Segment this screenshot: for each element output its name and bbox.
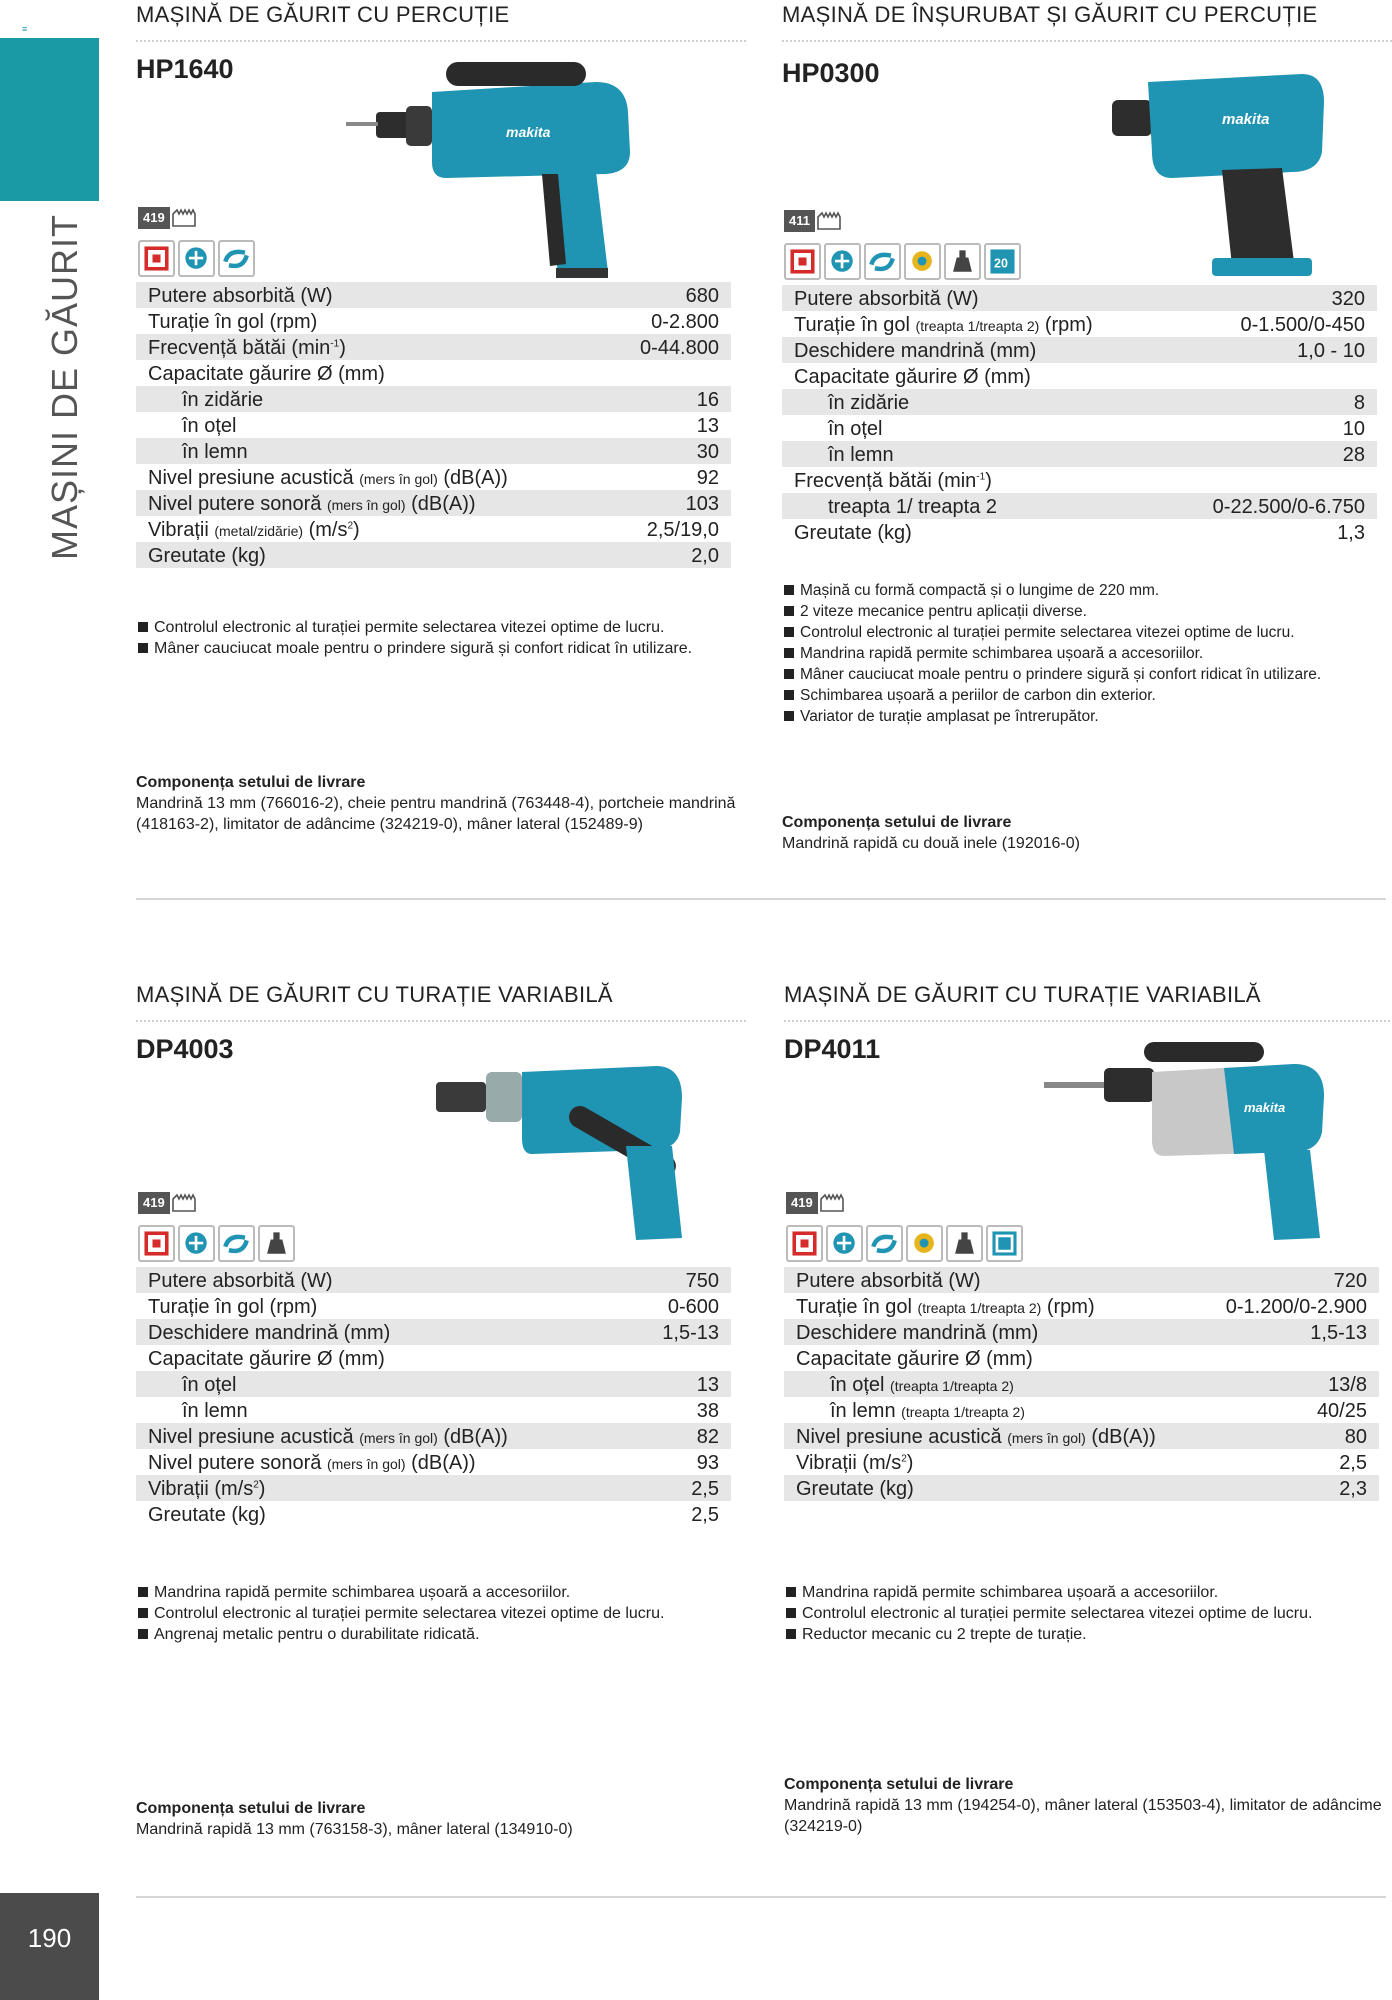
feature-list: [782, 580, 1392, 727]
spec-label: Deschidere mandrină (mm): [794, 340, 1037, 362]
electronic-speed-icon: [784, 243, 821, 280]
electronic-speed-icon: [786, 1225, 823, 1262]
spec-label-part: (treapta 1/treapta 2): [890, 1378, 1014, 1394]
spec-label-part: Turație în gol: [796, 1296, 918, 1318]
spec-row: [782, 389, 1377, 415]
spec-row: [782, 493, 1377, 519]
saw-icon: [820, 1193, 844, 1213]
category-divider: [136, 1020, 746, 1022]
spec-label-part: (dB(A)): [405, 1452, 476, 1474]
spec-row: [784, 1345, 1379, 1371]
spec-label: [796, 1374, 1014, 1397]
drill-image: [1044, 1032, 1374, 1242]
spec-label-part: (treapta 1/treapta 2): [917, 1300, 1042, 1316]
spec-value: 0-1.500/0-450: [1240, 314, 1365, 336]
spec-value: 1,5-13: [662, 1322, 719, 1344]
spec-label-part: Turație în gol: [794, 314, 916, 336]
spec-label-part: (dB(A)): [437, 467, 508, 489]
spec-label: [796, 1452, 913, 1475]
gear-speed-icon: [906, 1225, 943, 1262]
spec-label-part: (dB(A)): [437, 1426, 508, 1448]
spec-value: 40/25: [1316, 1400, 1367, 1422]
saw-icon: [172, 1193, 196, 1213]
product-model: DP4003: [136, 1034, 234, 1064]
section-divider: [136, 898, 1386, 900]
spec-value: 2,3: [1339, 1478, 1367, 1500]
spec-row: [136, 1371, 731, 1397]
spec-row: [136, 1475, 731, 1501]
drill-image: [1112, 52, 1342, 282]
page-number: 190: [27, 1923, 72, 1953]
catalog-code: [138, 1192, 196, 1214]
spec-table: [782, 285, 1377, 545]
spec-label: Putere absorbită (W): [794, 288, 979, 310]
spec-label: Greutate (kg): [148, 545, 266, 567]
category-divider: [784, 1020, 1392, 1022]
spec-label-part: (metal/zidărie): [214, 523, 304, 539]
spec-label-part: -1: [976, 471, 986, 483]
spec-label: [148, 337, 346, 360]
spec-value: 2,0: [691, 545, 719, 567]
spec-label-part: (treapta 1/treapta 2): [915, 318, 1040, 334]
chuck-icon: [946, 1225, 983, 1262]
feature-item: Mâner cauciucat moale pentru o prindere sigură și confort ridicat în utilizare.: [136, 638, 736, 659]
spec-row: [782, 519, 1377, 545]
spec-row: [136, 516, 731, 542]
spec-label: în lemn: [182, 1400, 248, 1422]
product-category: MAȘINĂ DE GĂURIT CU TURAȚIE VARIABILĂ: [136, 982, 613, 1007]
spec-label: [796, 1400, 1025, 1423]
spec-label: [794, 470, 992, 493]
hammer-action-icon: [178, 1225, 215, 1262]
spec-row: [782, 285, 1377, 311]
delivery-box: [136, 772, 736, 835]
delivery-text: Mandrină rapidă 13 mm (763158-3), mâner lateral (134910-0): [136, 1821, 573, 1838]
spec-row: [136, 438, 731, 464]
spec-row: [782, 467, 1377, 493]
spec-label-part: Vibrații (m/s: [796, 1452, 902, 1474]
spec-label: Turație în gol (rpm): [148, 1296, 318, 1318]
spec-label: Capacitate găurire Ø (mm): [148, 1348, 385, 1370]
product-hp1640: [136, 2, 746, 882]
spec-label: Greutate (kg): [794, 522, 912, 544]
spec-row: [136, 542, 731, 568]
delivery-title: Componența setului de livrare: [136, 774, 366, 791]
spec-label: Deschidere mandrină (mm): [796, 1322, 1039, 1344]
spec-label: [796, 1296, 1095, 1319]
spec-value: 30: [696, 441, 719, 463]
spec-row: [136, 464, 731, 490]
spec-label: în oțel: [182, 1374, 237, 1396]
spec-value: 1,3: [1337, 522, 1365, 544]
spec-value: 82: [696, 1426, 719, 1448]
menu-mark: ≡: [22, 24, 27, 34]
spec-label-part: Nivel presiune acustică: [148, 467, 360, 489]
drill-image: [346, 42, 686, 282]
feature-item: Mâner cauciucat moale pentru o prindere sigură și confort ridicat în utilizare.: [782, 664, 1392, 685]
spec-value: 0-44.800: [640, 337, 719, 359]
spec-label: [148, 1478, 265, 1501]
spec-table: [136, 282, 731, 568]
delivery-text: Mandrină rapidă 13 mm (194254-0), mâner lateral (153503-4), limitator de adâncime (324219-0): [784, 1797, 1382, 1835]
spec-label-part: 2: [347, 520, 354, 532]
spec-label: Putere absorbită (W): [148, 285, 333, 307]
spec-label-part: (mers în gol): [326, 497, 406, 513]
spec-row: [136, 412, 731, 438]
spec-label-part: -1: [330, 338, 340, 350]
saw-icon: [817, 211, 841, 231]
product-category: MAȘINĂ DE GĂURIT CU PERCUȚIE: [136, 2, 510, 27]
product-model: DP4011: [784, 1034, 881, 1064]
product-dp4011: [784, 982, 1392, 1862]
spec-label-part: Frecvență bătăi (min: [794, 470, 977, 492]
spec-label-part: (dB(A)): [405, 493, 476, 515]
catalog-code-number: 419: [786, 1192, 818, 1214]
spec-value: 2,5: [691, 1478, 719, 1500]
hammer-action-icon: [178, 240, 215, 277]
spec-row: [784, 1293, 1379, 1319]
saw-icon: [172, 208, 196, 228]
spec-label-part: Frecvență bătăi (min: [148, 337, 331, 359]
spec-row: [136, 1501, 731, 1527]
spec-label-part: ): [906, 1452, 914, 1474]
spec-label-part: în oțel: [830, 1374, 891, 1396]
spec-label-part: (mers în gol): [1007, 1430, 1086, 1446]
spec-value: 80: [1344, 1426, 1367, 1448]
spec-label-part: Nivel presiune acustică: [148, 1426, 360, 1448]
spec-label-part: 2: [901, 1453, 907, 1465]
spec-label: Capacitate găurire Ø (mm): [794, 366, 1031, 388]
spec-label: [148, 1426, 508, 1449]
delivery-box: [784, 1774, 1384, 1837]
spec-row: [784, 1423, 1379, 1449]
spec-label: Putere absorbită (W): [148, 1270, 333, 1292]
spec-label: Capacitate găurire Ø (mm): [148, 363, 385, 385]
bottom-divider: [136, 1896, 1386, 1898]
spec-row: [136, 1293, 731, 1319]
spec-row: [136, 386, 731, 412]
spec-value: 720: [1333, 1270, 1367, 1292]
two-speed-icon: [986, 1225, 1023, 1262]
spec-label: Turație în gol (rpm): [148, 311, 318, 333]
product-category: MAȘINĂ DE GĂURIT CU TURAȚIE VARIABILĂ: [784, 982, 1261, 1007]
feature-item: Mandrina rapidă permite schimbarea ușoară a accesoriilor.: [782, 643, 1392, 664]
spec-row: [136, 490, 731, 516]
delivery-text: Mandrină 13 mm (766016-2), cheie pentru mandrină (763448-4), portcheie mandrină (418163-2), limitator de adâncime (324219-0), mâner lateral (152489-9): [136, 795, 736, 833]
gear-speed-icon: [904, 243, 941, 280]
feature-list: [136, 1582, 736, 1645]
spec-value: 10: [1342, 418, 1365, 440]
spec-label: în lemn: [828, 444, 894, 466]
spec-value: 38: [696, 1400, 719, 1422]
feature-item: Schimbarea ușoară a periilor de carbon din exterior.: [782, 685, 1392, 706]
spec-label: în zidărie: [828, 392, 910, 414]
spec-value: 1,5-13: [1310, 1322, 1367, 1344]
spec-label: [794, 314, 1093, 337]
delivery-title: Componența setului de livrare: [136, 1800, 366, 1817]
delivery-title: Componența setului de livrare: [784, 1776, 1014, 1793]
delivery-box: [136, 1798, 736, 1840]
svg-text:20: 20: [994, 256, 1008, 271]
spec-row: [784, 1449, 1379, 1475]
spec-value: 2,5: [1339, 1452, 1367, 1474]
feature-icons: [138, 1225, 295, 1262]
product-model: HP0300: [782, 58, 880, 88]
reverse-rotation-icon: [218, 1225, 255, 1262]
spec-label-part: (treapta 1/treapta 2): [901, 1404, 1025, 1420]
feature-list: [136, 617, 736, 659]
spec-label-part: (mers în gol): [359, 471, 438, 487]
catalog-code-number: 419: [138, 207, 170, 229]
spec-value: 320: [1331, 288, 1365, 310]
product-hp0300: [782, 2, 1392, 882]
spec-value: 680: [685, 285, 719, 307]
catalog-code-number: 411: [784, 210, 815, 232]
spec-label: în zidărie: [182, 389, 264, 411]
spec-value: 16: [696, 389, 719, 411]
spec-value: 92: [696, 467, 719, 489]
spec-value: 13: [696, 415, 719, 437]
spec-label-part: Nivel presiune acustică: [796, 1426, 1008, 1448]
spec-value: 750: [685, 1270, 719, 1292]
feature-item: Reductor mecanic cu 2 trepte de turație.: [784, 1624, 1384, 1645]
feature-item: Mașină cu formă compactă și o lungime de 220 mm.: [782, 580, 1392, 601]
spec-row: [782, 337, 1377, 363]
feature-list: [784, 1582, 1384, 1645]
spec-label-part: (mers în gol): [359, 1430, 438, 1446]
feature-item: Angrenaj metalic pentru o durabilitate ridicată.: [136, 1624, 736, 1645]
spec-value: 0-600: [667, 1296, 719, 1318]
chuck-icon: [944, 243, 981, 280]
feature-item: Variator de turație amplasat pe întrerupător.: [782, 706, 1392, 727]
spec-row: [136, 1345, 731, 1371]
section-title: MAȘINI DE GĂURIT: [44, 213, 85, 560]
catalog-code-number: 419: [138, 1192, 170, 1214]
spec-label: în lemn: [182, 441, 248, 463]
spec-row: [136, 360, 731, 386]
product-dp4003: [136, 982, 746, 1862]
spec-label: [148, 519, 360, 542]
svg-text:makita: makita: [1244, 1100, 1286, 1115]
spec-row: [784, 1371, 1379, 1397]
spec-row: [784, 1397, 1379, 1423]
spec-label-part: Vibrații: [148, 519, 215, 541]
spec-row: [782, 415, 1377, 441]
feature-item: Mandrina rapidă permite schimbarea ușoară a accesoriilor.: [784, 1582, 1384, 1603]
spec-label: Deschidere mandrină (mm): [148, 1322, 391, 1344]
electronic-speed-icon: [138, 1225, 175, 1262]
svg-text:makita: makita: [1222, 111, 1270, 128]
spec-label: [148, 467, 508, 490]
spec-row: [782, 311, 1377, 337]
spec-value: 2,5: [691, 1504, 719, 1526]
spec-label: Capacitate găurire Ø (mm): [796, 1348, 1033, 1370]
reverse-rotation-icon: [864, 243, 901, 280]
feature-item: Controlul electronic al turației permite selectarea vitezei optime de lucru.: [784, 1603, 1384, 1624]
spec-label-part: ): [985, 470, 992, 492]
feature-item: Controlul electronic al turației permite selectarea vitezei optime de lucru.: [136, 617, 736, 638]
delivery-text: Mandrină rapidă cu două inele (192016-0): [782, 835, 1080, 852]
spec-label-part: ): [353, 519, 360, 541]
section-color-tab: [0, 38, 99, 201]
spec-table: [136, 1267, 731, 1527]
feature-item: 2 viteze mecanice pentru aplicații diverse.: [782, 601, 1392, 622]
hammer-action-icon: [826, 1225, 863, 1262]
spec-label: în oțel: [828, 418, 883, 440]
feature-icons: [784, 243, 1021, 280]
spec-value: 0-22.500/0-6.750: [1212, 496, 1365, 518]
spec-value: 0-2.800: [651, 311, 719, 333]
spec-row: [136, 1449, 731, 1475]
spec-row: [784, 1319, 1379, 1345]
spec-row: [136, 334, 731, 360]
catalog-code: [138, 207, 196, 229]
spec-label-part: (m/s: [303, 519, 348, 541]
spec-label: Putere absorbită (W): [796, 1270, 981, 1292]
spec-label-part: (mers în gol): [326, 1456, 406, 1472]
spec-value: 1,0 - 10: [1297, 340, 1365, 362]
spec-value: 8: [1353, 392, 1365, 414]
spec-value: 28: [1342, 444, 1365, 466]
delivery-box: [782, 812, 1382, 854]
spec-label-part: Nivel putere sonoră: [148, 493, 327, 515]
spec-value: 13: [696, 1374, 719, 1396]
spec-label: treapta 1/ treapta 2: [828, 496, 998, 518]
spec-row: [784, 1267, 1379, 1293]
torque-20-icon: [984, 243, 1021, 280]
spec-row: [136, 308, 731, 334]
spec-label-part: (rpm): [1041, 1296, 1095, 1318]
spec-value: 93: [696, 1452, 719, 1474]
category-divider: [782, 40, 1392, 42]
spec-label: Greutate (kg): [796, 1478, 914, 1500]
feature-item: Mandrina rapidă permite schimbarea ușoară a accesoriilor.: [136, 1582, 736, 1603]
spec-row: [782, 441, 1377, 467]
spec-label-part: Vibrații (m/s: [148, 1478, 254, 1500]
reverse-rotation-icon: [218, 240, 255, 277]
svg-text:makita: makita: [506, 124, 551, 140]
spec-label-part: (rpm): [1039, 314, 1093, 336]
feature-icons: [138, 240, 255, 277]
spec-value: 2,5/19,0: [646, 519, 719, 541]
reverse-rotation-icon: [866, 1225, 903, 1262]
spec-value: 13/8: [1328, 1374, 1367, 1396]
hammer-action-icon: [824, 243, 861, 280]
spec-label: Greutate (kg): [148, 1504, 266, 1526]
chuck-icon: [258, 1225, 295, 1262]
feature-item: Controlul electronic al turației permite selectarea vitezei optime de lucru.: [782, 622, 1392, 643]
feature-icons: [786, 1225, 1023, 1262]
spec-row: [784, 1475, 1379, 1501]
spec-label-part: 2: [253, 1479, 259, 1491]
product-model: HP1640: [136, 54, 234, 84]
feature-item: Controlul electronic al turației permite selectarea vitezei optime de lucru.: [136, 1603, 736, 1624]
spec-label-part: (dB(A)): [1085, 1426, 1156, 1448]
spec-row: [782, 363, 1377, 389]
spec-row: [136, 1397, 731, 1423]
spec-label: [796, 1426, 1156, 1449]
catalog-code: [784, 210, 841, 232]
spec-label-part: ): [258, 1478, 266, 1500]
spec-row: [136, 282, 731, 308]
spec-value: 0-1.200/0-2.900: [1225, 1296, 1367, 1318]
spec-table: [784, 1267, 1379, 1501]
spec-label-part: ): [339, 337, 346, 359]
spec-label: [148, 1452, 476, 1475]
electronic-speed-icon: [138, 240, 175, 277]
drill-image: [436, 1042, 736, 1242]
spec-label-part: Nivel putere sonoră: [148, 1452, 327, 1474]
spec-label: [148, 493, 476, 516]
spec-row: [136, 1319, 731, 1345]
spec-label: în oțel: [182, 415, 237, 437]
delivery-title: Componența setului de livrare: [782, 814, 1012, 831]
spec-row: [136, 1423, 731, 1449]
product-category: MAȘINĂ DE ÎNȘURUBAT ȘI GĂURIT CU PERCUȚIE: [782, 2, 1318, 27]
catalog-code: [786, 1192, 844, 1214]
spec-label-part: în lemn: [830, 1400, 902, 1422]
spec-row: [136, 1267, 731, 1293]
spec-value: 103: [685, 493, 719, 515]
